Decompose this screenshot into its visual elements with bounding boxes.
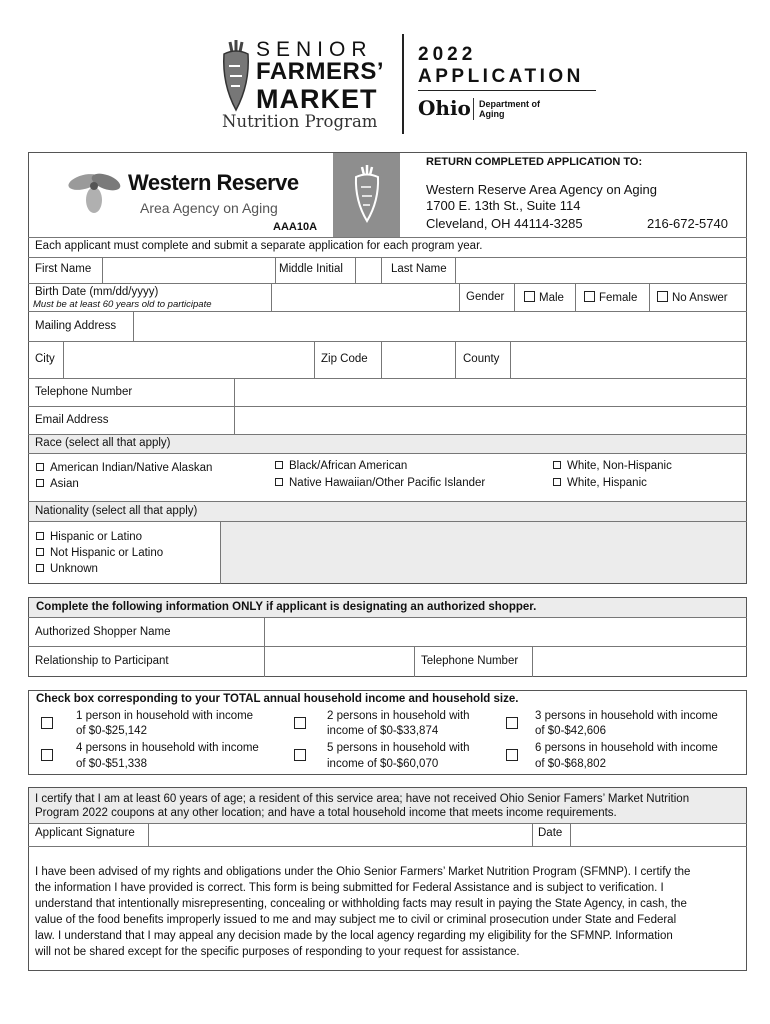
last-name-label: Last Name [391, 263, 447, 275]
nationality-header: Nationality (select all that apply) [35, 505, 198, 517]
rule [381, 257, 382, 283]
income-5-checkbox[interactable] [294, 749, 306, 761]
income-2-line2: income of $0-$33,874 [327, 725, 439, 737]
income-3-checkbox[interactable] [506, 717, 518, 729]
sfmnp-logo [218, 36, 398, 136]
male-checkbox[interactable] [524, 291, 535, 302]
income-1-line2: of $0-$25,142 [76, 725, 147, 737]
ohio-separator [473, 98, 474, 120]
income-6-line2: of $0-$68,802 [535, 758, 606, 770]
asian-checkbox[interactable] [36, 479, 44, 487]
gender-female-option[interactable] [584, 291, 637, 304]
hawaiian-label: Native Hawaiian/Other Pacific Islander [289, 477, 486, 489]
income-1-line1: 1 person in household with income [76, 710, 254, 722]
american-indian-label: American Indian/Native Alaskan [50, 462, 213, 474]
shopper-header [36, 601, 536, 613]
rule [314, 341, 315, 378]
nationality-hispanic-option[interactable] [36, 531, 142, 543]
logo-market: MARKET [256, 84, 378, 114]
logo-farmers: FARMERS’ [256, 58, 385, 85]
rule [532, 823, 533, 846]
income-3-line1: 3 persons in household with income [535, 710, 718, 722]
zip-code-label: Zip Code [321, 353, 368, 365]
female-label: Female [599, 292, 638, 304]
rights-line-2: the information I have provided is correct. This form is being submitted for Federal Assistance and is subject to verification. I [35, 882, 664, 894]
mailing-address-input[interactable] [134, 312, 746, 340]
ohio-logo: Ohio [418, 96, 471, 120]
city-input[interactable] [64, 342, 314, 377]
certify-line1: I certify that I am at least 60 years of age; a resident of this service area; have not received Ohio Senior Famers’ Market Nutrition [35, 793, 690, 805]
gender-male-option[interactable] [524, 291, 564, 304]
signature-label: Applicant Signature [35, 827, 135, 839]
income-6-checkbox[interactable] [506, 749, 518, 761]
agency-name: Western Reserve [128, 170, 299, 195]
race-hawaiian-option[interactable] [275, 477, 485, 489]
rights-line-5: law. I understand that I may appeal any decision made by the local agency regarding my eligibility for the SFMNP. Information [35, 930, 673, 942]
black-checkbox[interactable] [275, 461, 283, 469]
birth-date-input[interactable] [272, 284, 459, 310]
western-reserve-leaf-icon [64, 168, 126, 214]
relationship-label: Relationship to Participant [35, 655, 169, 667]
relationship-input[interactable] [265, 647, 414, 676]
female-checkbox[interactable] [584, 291, 595, 302]
birth-date-note: Must be at least 60 years old to participate [33, 299, 212, 310]
return-address-name: Western Reserve Area Agency on Aging [426, 182, 658, 197]
rule [28, 237, 747, 238]
return-address-city: Cleveland, OH 44114-3285 [426, 216, 583, 231]
gender-no-answer-option[interactable] [657, 291, 728, 304]
title-rule [418, 90, 596, 91]
not-hispanic-checkbox[interactable] [36, 548, 44, 556]
shopper-name-label: Authorized Shopper Name [35, 626, 171, 638]
rule [414, 646, 415, 677]
rule [28, 846, 747, 847]
carrot-icon [353, 165, 381, 223]
rule [455, 341, 456, 378]
logo-senior: SENIOR [256, 38, 373, 61]
mailing-address-label: Mailing Address [35, 320, 117, 332]
form-title: APPLICATION [418, 66, 584, 87]
return-phone: 216-672-5740 [647, 216, 728, 231]
white-non-hispanic-label: White, Non-Hispanic [567, 460, 672, 472]
income-1-checkbox[interactable] [41, 717, 53, 729]
nationality-not-hispanic-option[interactable] [36, 547, 163, 559]
first-name-input[interactable] [103, 258, 275, 282]
hispanic-label: Hispanic or Latino [50, 531, 143, 543]
white-hispanic-checkbox[interactable] [553, 478, 561, 486]
gender-label: Gender [466, 291, 505, 303]
county-input[interactable] [511, 342, 746, 377]
county-label: County [463, 353, 500, 365]
date-input[interactable] [571, 824, 746, 845]
income-4-line2: of $0-$51,338 [76, 758, 147, 770]
unknown-checkbox[interactable] [36, 564, 44, 572]
form-year: 2022 [418, 44, 477, 65]
email-input[interactable] [235, 407, 746, 434]
department-of-aging [479, 99, 559, 119]
first-name-label: First Name [35, 263, 92, 275]
income-4-line1: 4 persons in household with income [76, 742, 259, 754]
rights-line-6: will not be shared except for the specific purposes of responding to your request for assistance. [35, 946, 520, 958]
telephone-input[interactable] [235, 379, 746, 406]
rule [459, 283, 460, 311]
race-header: Race (select all that apply) [35, 437, 171, 449]
signature-input[interactable] [149, 824, 532, 845]
department-line: Department of [479, 99, 541, 109]
hawaiian-checkbox[interactable] [275, 478, 283, 486]
shopper-header-only: ONLY [232, 601, 263, 613]
income-2-line1: 2 persons in household with [327, 710, 470, 722]
race-black-option[interactable] [275, 460, 407, 472]
shopper-header-pre: Complete the following information [36, 601, 233, 613]
shopper-header-post: if applicant is designating an authorized shopper. [262, 601, 537, 613]
income-5-line1: 5 persons in household with [327, 742, 470, 754]
no-answer-label: No Answer [672, 292, 728, 304]
last-name-input[interactable] [456, 258, 746, 282]
return-to-title: RETURN COMPLETED APPLICATION TO: [426, 156, 643, 168]
carrot-icon [220, 40, 252, 112]
race-white-non-hispanic-option[interactable] [553, 460, 672, 472]
american-indian-checkbox[interactable] [36, 463, 44, 471]
telephone-label: Telephone Number [35, 386, 133, 398]
nationality-unknown-option[interactable] [36, 563, 98, 575]
income-header: Check box corresponding to your TOTAL annual household income and household size. [36, 693, 519, 705]
shopper-telephone-label: Telephone Number [421, 655, 519, 667]
male-label: Male [539, 292, 564, 304]
black-label: Black/African American [289, 460, 408, 472]
carrot-panel [333, 153, 400, 237]
rights-line-4: value of the food benefits improperly issued to me and may subject me to civil or criminal prosecution under State and Federal [35, 914, 677, 926]
income-2-checkbox[interactable] [294, 717, 306, 729]
income-3-line2: of $0-$42,606 [535, 725, 606, 737]
middle-initial-input[interactable] [356, 258, 381, 282]
nationality-blank-area [221, 522, 746, 583]
return-address-street: 1700 E. 13th St., Suite 114 [426, 198, 581, 213]
shopper-telephone-input[interactable] [533, 647, 746, 676]
zip-code-input[interactable] [382, 342, 455, 377]
rule [514, 283, 515, 311]
not-hispanic-label: Not Hispanic or Latino [50, 547, 164, 559]
race-american-indian-option[interactable] [36, 462, 212, 474]
rights-line-3: understand that intentionally misrepresenting, concealing or withholding facts may result in paying the State Agency, in cash, the [35, 898, 687, 910]
logo-nutrition-program: Nutrition Program [222, 112, 378, 131]
hispanic-checkbox[interactable] [36, 532, 44, 540]
income-4-checkbox[interactable] [41, 749, 53, 761]
income-5-line2: income of $0-$60,070 [327, 758, 439, 770]
email-label: Email Address [35, 414, 109, 426]
unknown-label: Unknown [50, 563, 98, 575]
race-white-hispanic-option[interactable] [553, 477, 647, 489]
birth-date-label: Birth Date (mm/dd/yyyy) [35, 286, 159, 298]
white-hispanic-label: White, Hispanic [567, 477, 647, 489]
date-label: Date [538, 827, 563, 839]
rule [649, 283, 650, 311]
certify-line2: Program 2022 coupons at any other location; and have a total household income that meets income requirements. [35, 807, 617, 819]
rule [28, 453, 747, 454]
white-non-hispanic-checkbox[interactable] [553, 461, 561, 469]
rights-line-1: I have been advised of my rights and obligations under the Ohio Senior Farmers’ Market Nutrition Program (SFMNP). I certify the [35, 866, 691, 878]
city-label: City [35, 353, 55, 365]
rule [575, 283, 576, 311]
asian-label: Asian [50, 478, 79, 490]
race-asian-option[interactable] [36, 478, 79, 490]
aging-line: Aging [479, 109, 505, 119]
agency-code: AAA10A [273, 221, 318, 233]
agency-subtitle: Area Agency on Aging [140, 200, 278, 216]
no-answer-checkbox[interactable] [657, 291, 668, 302]
shopper-name-input[interactable] [265, 618, 746, 646]
rule [275, 257, 276, 283]
income-6-line1: 6 persons in household with income [535, 742, 718, 754]
header-divider [402, 34, 404, 134]
middle-initial-label: Middle Initial [279, 263, 343, 275]
notice-text: Each applicant must complete and submit a separate application for each program year. [35, 240, 483, 252]
